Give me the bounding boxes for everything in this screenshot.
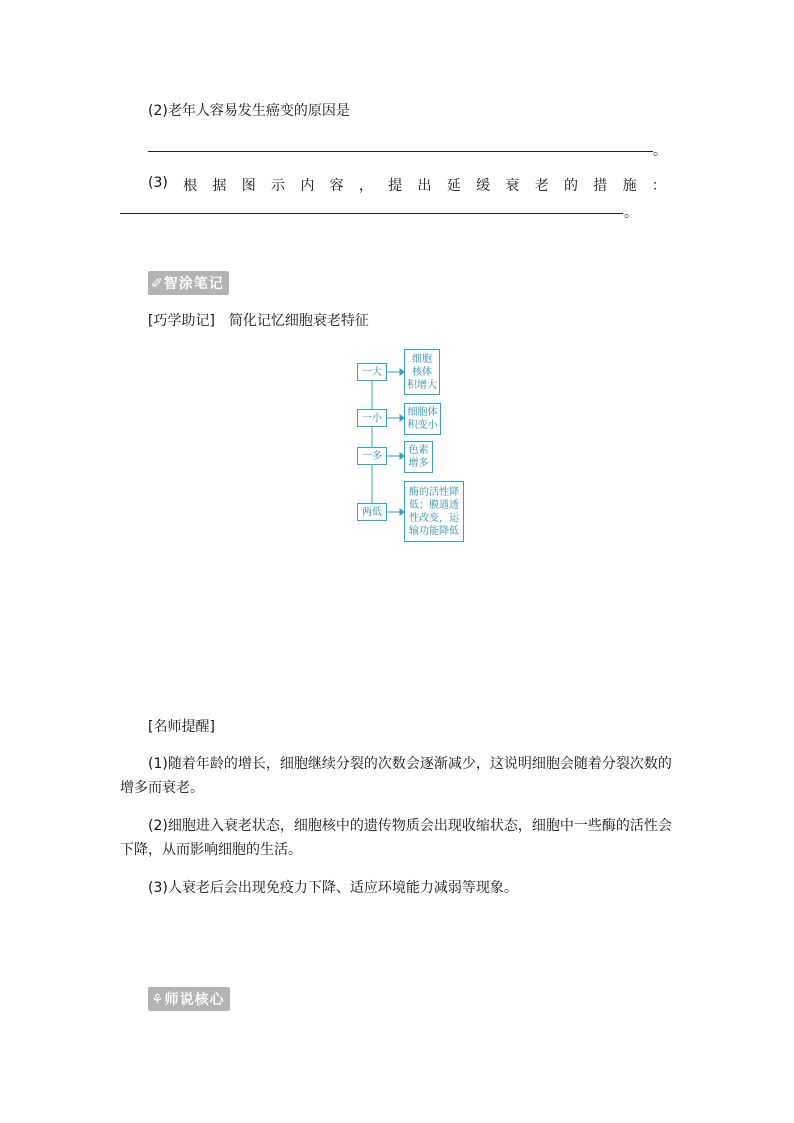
diagram-desc-2-line: 积变小 xyxy=(407,420,438,431)
teacher-tip-1: (1)随着年龄的增长，细胞继续分裂的次数会逐渐减少，这说明细胞会随着分裂次数的增多而衰老。 xyxy=(120,756,672,796)
question-3-char: 图 xyxy=(241,178,256,194)
question-3-char: 示 xyxy=(271,178,286,194)
diagram-desc-4-line: 输功能降低 xyxy=(409,525,459,537)
diagram-key-1: 一大 xyxy=(357,363,387,381)
question-2-text: (2)老年人容易发生癌变的原因是 xyxy=(148,103,350,119)
question-3-char: 提 xyxy=(388,178,403,194)
diagram-key-2: 一小 xyxy=(357,409,387,427)
diagram-desc-2-line: 细胞体 xyxy=(407,407,438,418)
question-3-char: 老 xyxy=(534,178,549,194)
diagram-desc-3-line: 色素 xyxy=(408,445,429,456)
question-3-text xyxy=(148,175,666,195)
notes-badge: ✐智涂笔记 xyxy=(148,271,229,295)
teacher-tip-2: (2)细胞进入衰老状态，细胞核中的遗传物质会出现收缩状态，细胞中一些酶的活性会下降，从而影响细胞的生活。 xyxy=(120,818,672,858)
diagram-desc-2 xyxy=(404,403,441,435)
question-3-char: ： xyxy=(651,178,666,194)
answer-line-3[interactable] xyxy=(120,213,623,214)
question-3-char: 延 xyxy=(446,178,461,194)
core-badge-label: 师说核心 xyxy=(164,992,225,1008)
diagram-desc-1 xyxy=(404,349,440,395)
question-3-char: 据 xyxy=(212,178,227,194)
question-3-char: 内 xyxy=(300,178,315,194)
question-3-char: 缓 xyxy=(476,178,491,194)
question-3-char: 的 xyxy=(564,178,578,194)
diagram-desc-1-line: 核体 xyxy=(412,366,432,378)
diagram-desc-1-line: 细胞 xyxy=(412,353,432,365)
diagram-key-3: 一多 xyxy=(357,447,387,465)
diagram-desc-4 xyxy=(404,481,464,542)
question-3-char: (3) xyxy=(148,175,168,191)
question-3-char: 衰 xyxy=(505,178,520,194)
core-badge xyxy=(148,987,230,1011)
diagram-desc-4-line: 性改变，运 xyxy=(409,512,459,524)
answer-line-2[interactable] xyxy=(148,151,653,152)
memory-title: [巧学助记] 简化记忆细胞衰老特征 xyxy=(148,313,369,329)
diagram-desc-1-line: 积增大 xyxy=(407,379,437,391)
teacher-tips-title: [名师提醒] xyxy=(148,719,215,735)
question-3-char: 出 xyxy=(417,178,432,194)
diagram-desc-4-line: 酶的活性降 xyxy=(409,486,459,498)
answer-period-3: 。 xyxy=(624,205,638,221)
question-3-char: 容 xyxy=(329,178,344,194)
diagram-desc-3-line: 增多 xyxy=(408,458,429,469)
core-badge-icon: ⚘ xyxy=(151,992,165,1008)
question-3-char: 措 xyxy=(593,178,608,194)
diagram-desc-4-line: 低；膜通透 xyxy=(409,499,459,511)
question-3-char: ， xyxy=(358,178,373,194)
question-3-char: 根 xyxy=(183,178,198,194)
question-3-char: 施 xyxy=(622,178,637,194)
teacher-tip-3: (3)人衰老后会出现免疫力下降、适应环境能力减弱等现象。 xyxy=(148,880,518,896)
diagram-key-4: 两低 xyxy=(357,503,387,521)
diagram-desc-3 xyxy=(404,441,433,473)
answer-period-2: 。 xyxy=(653,143,667,159)
